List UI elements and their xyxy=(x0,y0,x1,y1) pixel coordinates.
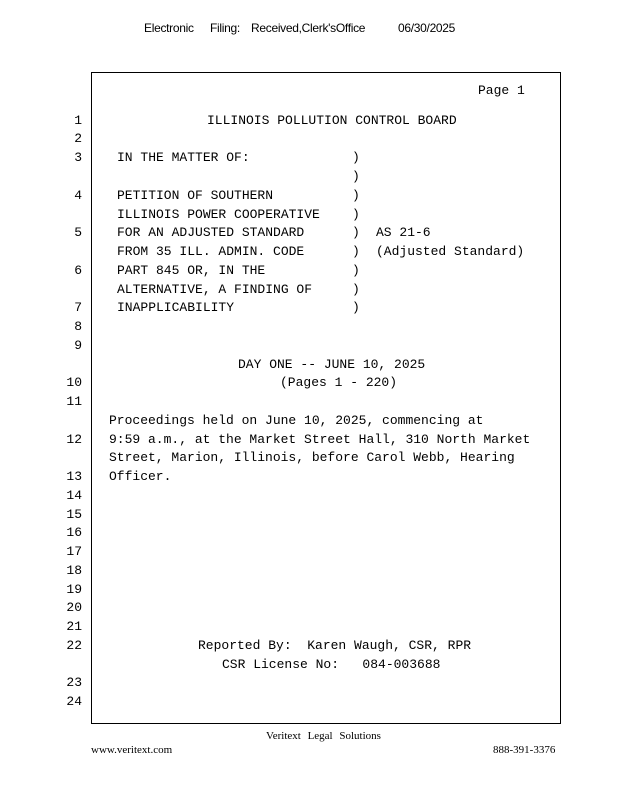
caption-paren: ) xyxy=(352,244,360,259)
filing-header-filing: Filing: xyxy=(210,21,240,35)
caption-paren: ) xyxy=(352,282,360,297)
line-number: 11 xyxy=(66,394,82,409)
line-number: 19 xyxy=(66,582,82,597)
board-title: ILLINOIS POLLUTION CONTROL BOARD xyxy=(207,113,457,128)
line-number: 14 xyxy=(66,488,82,503)
reported-by: Reported By: Karen Waugh, CSR, RPR xyxy=(198,638,472,653)
page-range: (Pages 1 - 220) xyxy=(280,375,398,390)
page-number: Page 1 xyxy=(478,83,525,98)
line-number: 8 xyxy=(74,319,82,334)
caption-paren: ) xyxy=(352,150,360,165)
line-number: 12 xyxy=(66,432,82,447)
caption-party-line: PART 845 OR, IN THE xyxy=(117,263,266,278)
caption-party-line: ILLINOIS POWER COOPERATIVE xyxy=(117,207,320,222)
proceedings-line: Street, Marion, Illinois, before Carol Webb, Hearing xyxy=(109,450,515,465)
caption-paren: ) xyxy=(352,263,360,278)
line-number: 23 xyxy=(66,675,82,690)
caption-paren: ) xyxy=(352,188,360,203)
caption-paren: ) xyxy=(352,225,360,240)
caption-paren: ) xyxy=(352,300,360,315)
line-number: 22 xyxy=(66,638,82,653)
line-number: 20 xyxy=(66,600,82,615)
line-number: 3 xyxy=(74,150,82,165)
filing-header-received: Received,Clerk'sOffice xyxy=(251,21,366,35)
matter-of: IN THE MATTER OF: xyxy=(117,150,250,165)
caption-party-line: PETITION OF SOUTHERN xyxy=(117,188,274,203)
footer-phone: 888-391-3376 xyxy=(493,744,556,756)
line-number: 1 xyxy=(74,113,82,128)
caption-paren: ) xyxy=(352,207,360,222)
filing-header-date: 06/30/2025 xyxy=(398,21,456,35)
footer-company: Veritext Legal Solutions xyxy=(266,730,381,742)
proceedings-line: 9:59 a.m., at the Market Street Hall, 310 North Market xyxy=(109,432,531,447)
caption-party-line: ALTERNATIVE, A FINDING OF xyxy=(117,282,313,297)
caption-party-line: FOR AN ADJUSTED STANDARD xyxy=(117,225,305,240)
line-number: 2 xyxy=(74,131,82,146)
line-number: 16 xyxy=(66,525,82,540)
filing-header-electronic: Electronic xyxy=(144,21,194,35)
line-number: 6 xyxy=(74,263,82,278)
line-number: 21 xyxy=(66,619,82,634)
csr-license: CSR License No: 084-003688 xyxy=(222,657,441,672)
line-number: 24 xyxy=(66,694,82,709)
caption-paren: ) xyxy=(352,169,360,184)
proceedings-line: Officer. xyxy=(109,469,172,484)
transcript-page-border xyxy=(91,72,561,724)
line-number: 17 xyxy=(66,544,82,559)
caption-party-line: INAPPLICABILITY xyxy=(117,300,235,315)
case-type: (Adjusted Standard) xyxy=(376,244,525,259)
day-title: DAY ONE -- JUNE 10, 2025 xyxy=(238,357,426,372)
line-number: 15 xyxy=(66,507,82,522)
caption-party-line: FROM 35 ILL. ADMIN. CODE xyxy=(117,244,305,259)
line-number: 18 xyxy=(66,563,82,578)
filing-header xyxy=(0,21,618,37)
line-number: 5 xyxy=(74,225,82,240)
line-number: 10 xyxy=(66,375,82,390)
line-number: 13 xyxy=(66,469,82,484)
footer-website: www.veritext.com xyxy=(91,744,173,756)
line-number: 7 xyxy=(74,300,82,315)
case-number: AS 21-6 xyxy=(376,225,431,240)
line-number: 9 xyxy=(74,338,82,353)
line-number: 4 xyxy=(74,188,82,203)
proceedings-line: Proceedings held on June 10, 2025, commencing at xyxy=(109,413,484,428)
